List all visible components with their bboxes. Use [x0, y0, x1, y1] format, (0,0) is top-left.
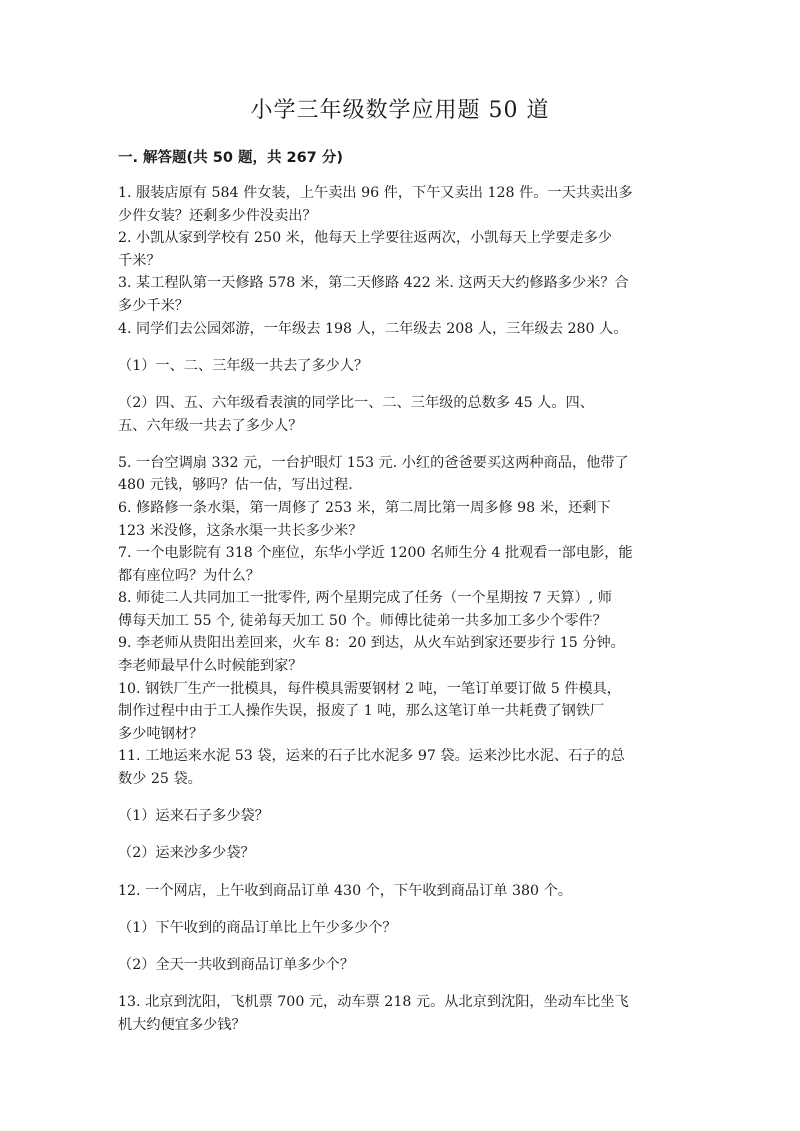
question-5-line-2: 480 元钱，够吗？估一估，写出过程. [118, 477, 353, 494]
question-12 [118, 880, 684, 992]
question-2-line-2: 千米？ [118, 252, 161, 269]
question-3 [118, 272, 684, 317]
question-11 [118, 745, 684, 879]
question-9-line-2: 李老师最早什么时候能到家？ [118, 658, 303, 675]
question-13-line-1: 13. 北京到沈阳，飞机票 700 元，动车票 218 元。从北京到沈阳，坐动车比坐飞 [118, 994, 629, 1011]
question-list [118, 182, 684, 1036]
question-2 [118, 227, 684, 272]
spacer [118, 865, 684, 880]
question-6-line-1: 6. 修路修一条水渠，第一周修了 253 米，第二周比第一周多修 98 米，还剩下 [118, 499, 611, 516]
question-4-line-1: 4. 同学们去公园郊游，一年级去 198 人，二年级去 208 人，三年级去 280 人。 [118, 320, 628, 337]
question-4 [118, 318, 684, 452]
question-3-line-1: 3. 某工程队第一天修路 578 米，第二天修路 422 米. 这两天大约修路多少米？合 [118, 275, 629, 292]
question-11-subquestion-1: （1）运来石子多少袋？ [118, 808, 269, 825]
spacer [118, 977, 684, 992]
question-4-subquestion-2-line-2: 五、六年级一共去了多少人？ [118, 417, 303, 434]
question-12-subquestion-1: （1）下午收到的商品订单比上午少多少个？ [118, 919, 397, 936]
question-12-subquestion-2: （2）全天一共收到商品订单多少个？ [118, 956, 355, 973]
question-1-line-1: 1. 服装店原有 584 件女装，上午卖出 96 件，下午又卖出 128 件。一天共卖出多 [118, 185, 633, 201]
question-7-line-2: 都有座位吗？为什么？ [118, 567, 260, 584]
spacer [118, 902, 684, 917]
question-11-line-2: 数少 25 袋。 [118, 771, 202, 788]
question-10 [118, 678, 684, 746]
question-5-line-1: 5. 一台空调扇 332 元，一台护眼灯 153 元. 小红的爸爸要买这两种商品，他带了 [118, 454, 629, 471]
question-6-line-2: 123 米没修，这条水渠一共长多少米？ [118, 522, 363, 539]
question-7-line-1: 7. 一个电影院有 318 个座位，东华小学近 1200 名师生分 4 批观看一部电影，能 [118, 545, 633, 562]
question-11-subquestion-2: （2）运来沙多少袋？ [118, 845, 255, 862]
spacer [118, 377, 684, 392]
spacer [118, 340, 684, 355]
question-8-line-1: 8. 师徒二人共同加工一批零件, 两个星期完成了任务（一个星期按 7 天算）, 师 [118, 590, 612, 607]
question-9-line-1: 9. 李老师从贵阳出差回来，火车 8：20 到达，从火车站到家还要步行 15 分钟。 [118, 635, 625, 652]
question-11-line-1: 11. 工地运来水泥 53 袋，运来的石子比水泥多 97 袋。运来沙比水泥、石子的总 [118, 748, 625, 765]
section-heading: 一. 解答题(共 50 题，共 267 分) [118, 150, 343, 166]
spacer [118, 437, 684, 452]
question-6 [118, 497, 684, 542]
question-13-line-2: 机大约便宜多少钱？ [118, 1016, 246, 1033]
question-3-line-2: 多少千米？ [118, 297, 189, 314]
question-9 [118, 632, 684, 677]
question-10-line-2: 制作过程中由于工人操作失误，报废了 1 吨，那么这笔订单一共耗费了钢铁厂 [118, 703, 605, 720]
question-4-subquestion-1: （1）一、二、三年级一共去了多少人？ [118, 357, 369, 374]
question-8 [118, 587, 684, 632]
question-12-line-1: 12. 一个网店，上午收到商品订单 430 个，下午收到商品订单 380 个。 [118, 882, 572, 899]
question-4-subquestion-2-line-1: （2）四、五、六年级看表演的同学比一、二、三年级的总数多 45 人。四、 [118, 394, 594, 411]
spacer [118, 828, 684, 843]
question-13 [118, 991, 684, 1036]
question-1-line-2: 少件女装？还剩多少件没卖出？ [118, 207, 317, 224]
question-5 [118, 452, 684, 497]
question-10-line-1: 10. 钢铁厂生产一批模具，每件模具需要钢材 2 吨，一笔订单要订做 5 件模具， [118, 680, 621, 697]
spacer [118, 791, 684, 806]
spacer [118, 939, 684, 954]
question-1 [118, 182, 684, 227]
question-2-line-1: 2. 小凯从家到学校有 250 米，他每天上学要往返两次，小凯每天上学要走多少 [118, 230, 612, 247]
question-7 [118, 542, 684, 587]
question-10-line-3: 多少吨钢材？ [118, 725, 204, 742]
page-title: 小学三年级数学应用题 50 道 [250, 98, 550, 123]
question-8-line-2: 傅每天加工 55 个, 徒弟每天加工 50 个。师傅比徒弟一共多加工多少个零件？ [118, 612, 607, 629]
